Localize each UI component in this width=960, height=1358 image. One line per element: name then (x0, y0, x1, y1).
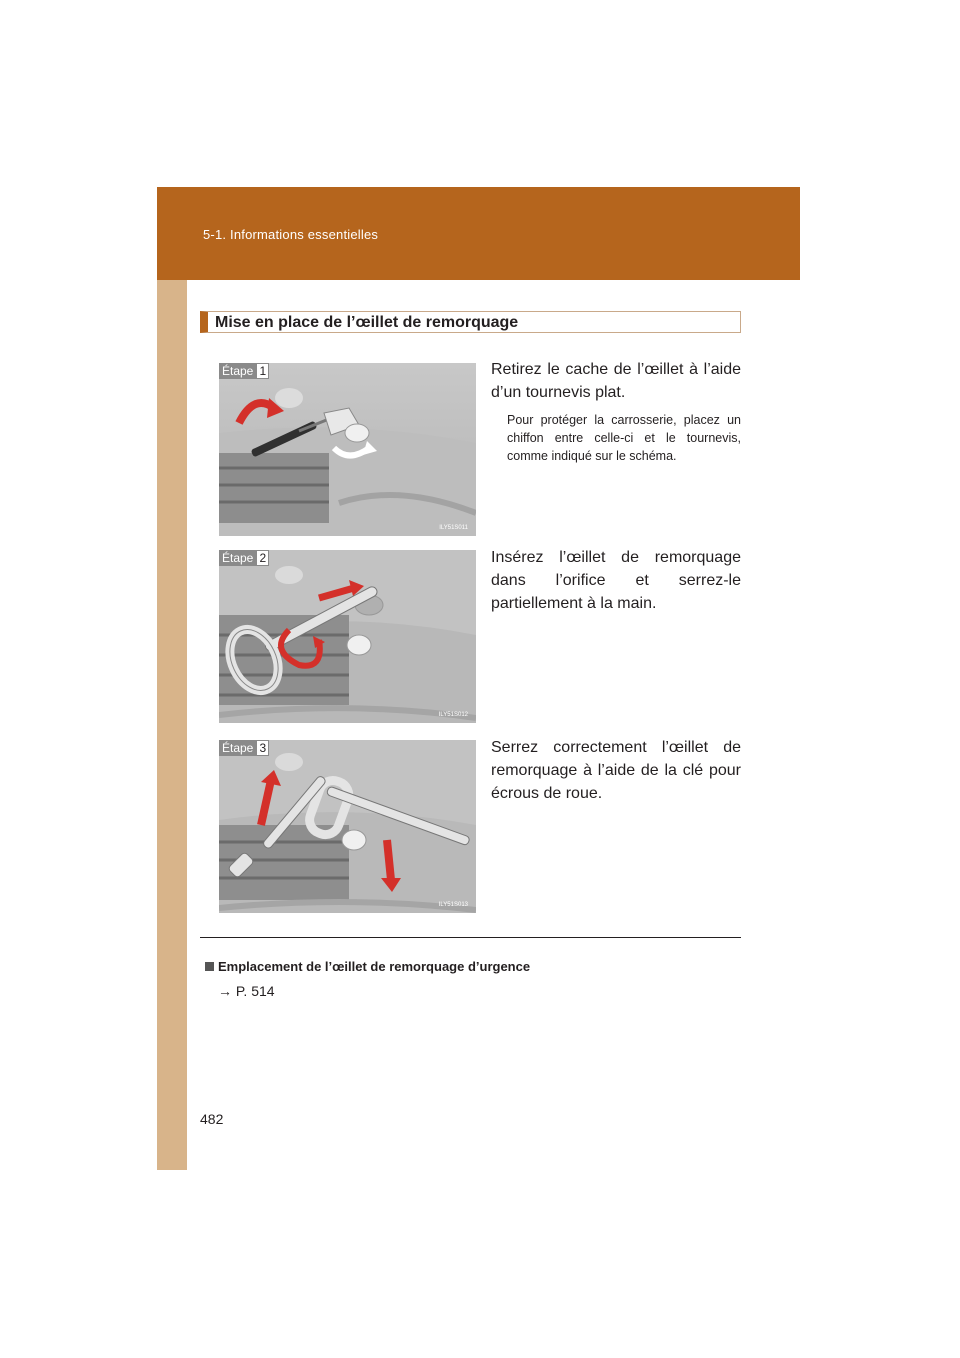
step-1-badge: Étape 1 (219, 363, 269, 379)
figure-code: ILY51S013 (438, 902, 468, 908)
subsection-heading: Emplacement de l’œillet de remorquage d’urgence (205, 959, 530, 974)
page-cross-reference[interactable]: → P. 514 (218, 983, 275, 999)
step-3-badge: Étape 3 (219, 740, 269, 756)
section-title: Mise en place de l’œillet de remorquage (215, 314, 519, 331)
bumper-wheel-wrench-drawing (219, 740, 476, 913)
side-tab-bar (157, 187, 187, 1170)
bumper-screwdriver-drawing (219, 363, 476, 536)
step-3-illustration (219, 740, 476, 913)
step-2-illustration (219, 550, 476, 723)
figure-code: ILY51S012 (438, 712, 468, 718)
step-2-text: Insérez l’œillet de remorquage dans l’orifice et serrez-le partiellement à la main. (491, 549, 741, 612)
step-1-note: Pour protéger la carrosserie, placez un chiffon entre celle-ci et le tournevis, comme indiqué sur le schéma. (507, 413, 741, 463)
step-1-text: Retirez le cache de l’œillet à l’aide d’un tournevis plat. (491, 361, 741, 401)
step-3-text: Serrez correctement l’œillet de remorquage à l’aide de la clé pour écrous de roue. (491, 739, 741, 802)
step-1-illustration (219, 363, 476, 536)
section-divider (200, 937, 741, 938)
square-bullet-icon (205, 962, 214, 971)
step-2-badge: Étape 2 (219, 550, 269, 566)
bumper-towing-eye-drawing (219, 550, 476, 723)
figure-code: ILY51S011 (439, 525, 468, 531)
page-number: 482 (200, 1111, 224, 1127)
chapter-header-title: 5-1. Informations essentielles (203, 227, 379, 242)
